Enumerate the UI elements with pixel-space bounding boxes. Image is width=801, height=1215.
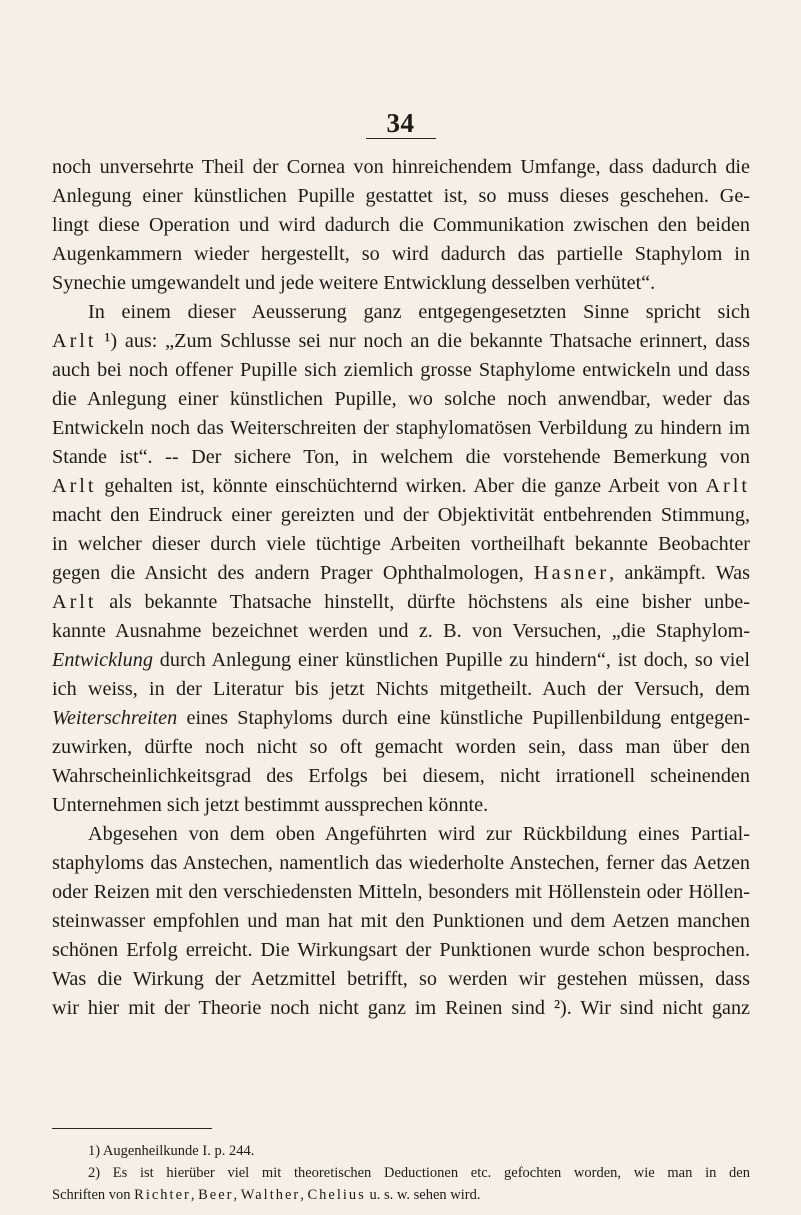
text-line: Arlt als bekannte Thatsache hinstellt, dürfte höchstens als eine bisher unbe-	[52, 591, 750, 613]
text-line: wir hier mit der Theorie noch nicht ganz im Reinen sind ²). Wir sind nicht ganz	[52, 997, 750, 1019]
text-line: Entwickeln noch das Weiterschreiten der staphylomatösen Verbildung zu hindern im	[52, 417, 750, 439]
text-line: Abgesehen von dem oben Angeführten wird zur Rückbildung eines Partial-	[88, 823, 750, 845]
text-line: staphyloms das Anstechen, namentlich das wiederholte Anstechen, ferner das Aetzen	[52, 852, 750, 874]
author-name: Walther	[240, 1187, 301, 1203]
text-line: noch unversehrte Theil der Cornea von hinreichendem Umfange, dass dadurch die	[52, 156, 750, 178]
text-line: gegen die Ansicht des andern Prager Ophthalmologen, Hasner, ankämpft. Was	[52, 562, 750, 584]
text-line: Unternehmen sich jetzt bestimmt aussprechen könnte.	[52, 794, 489, 816]
footnote-rule	[52, 1128, 212, 1129]
text-line: Entwicklung durch Anlegung einer künstlichen Pupille zu hindern“, ist doch, so viel	[52, 649, 750, 671]
text-line: Augenkammern wieder hergestellt, so wird dadurch das partielle Staphylom in	[52, 243, 750, 265]
text-line: oder Reizen mit den verschiedensten Mitteln, besonders mit Höllenstein oder Höllen-	[52, 881, 750, 903]
italic-term: Entwicklung	[52, 649, 153, 671]
text-line: die Anlegung einer künstlichen Pupille, wo solche noch anwendbar, weder das	[52, 388, 750, 410]
footnote: 2) Es ist hierüber viel mit theoretischen Deductionen etc. gefochten worden, wie man in den	[88, 1165, 750, 1181]
page-number-rule	[366, 138, 436, 139]
footnote: Schriften von Richter, Beer, Walther, Chelius u. s. w. sehen wird.	[52, 1187, 481, 1203]
text-line: Wahrscheinlichkeitsgrad des Erfolgs bei diesem, nicht irrationell scheinenden	[52, 765, 750, 787]
footnote: 1) Augenheilkunde I. p. 244.	[88, 1143, 255, 1159]
text-line: Arlt ¹) aus: „Zum Schlusse sei nur noch an die bekannte Thatsache erinnert, dass	[52, 330, 750, 352]
author-name: Arlt	[52, 591, 97, 613]
text-line: Was die Wirkung der Aetzmittel betrifft, so werden wir gestehen müssen, dass	[52, 968, 750, 990]
author-name: Richter	[134, 1187, 191, 1203]
text-line: Arlt gehalten ist, könnte einschüchternd wirken. Aber die ganze Arbeit von Arlt	[52, 475, 750, 497]
text-line: In einem dieser Aeusserung ganz entgegengesetzten Sinne spricht sich	[88, 301, 750, 323]
text-line: lingt diese Operation und wird dadurch die Communikation zwischen den beiden	[52, 214, 750, 236]
text-line: auch bei noch offener Pupille sich ziemlich grosse Staphylome entwickeln und dass	[52, 359, 750, 381]
text-line: schönen Erfolg erreicht. Die Wirkungsart der Punktionen wurde schon besprochen.	[52, 939, 750, 961]
text-line: in welcher dieser durch viele tüchtige Arbeiten vortheilhaft bekannte Beobachter	[52, 533, 750, 555]
text-line: ich weiss, in der Literatur bis jetzt Nichts mitgetheilt. Auch der Versuch, dem	[52, 678, 750, 700]
text-line: Stande ist“. -- Der sichere Ton, in welchem die vorstehende Bemerkung von	[52, 446, 750, 468]
author-name: Arlt	[705, 475, 750, 497]
text-line: steinwasser empfohlen und man hat mit den Punktionen und dem Aetzen manchen	[52, 910, 750, 932]
text-line: Synechie umgewandelt und jede weitere Entwicklung desselben verhütet“.	[52, 272, 656, 294]
author-name: Arlt	[52, 475, 97, 497]
text-line: macht den Eindruck einer gereizten und der Objektivität entbehrenden Stimmung,	[52, 504, 750, 526]
italic-term: Weiterschreiten	[52, 707, 178, 729]
text-line: Anlegung einer künstlichen Pupille gestattet ist, so muss dieses geschehen. Ge-	[52, 185, 750, 207]
author-name: Hasner	[533, 562, 610, 584]
text-line: Weiterschreiten eines Staphyloms durch eine künstliche Pupillenbildung entgegen-	[52, 707, 750, 729]
page-number: 34	[386, 108, 415, 138]
author-name: Beer	[198, 1187, 234, 1203]
text-line: zuwirken, dürfte noch nicht so oft gemacht worden sein, dass man über den	[52, 736, 750, 758]
author-name: Arlt	[52, 330, 97, 352]
text-line: kannte Ausnahme bezeichnet werden und z. B. von Versuchen, „die Staphylom-	[52, 620, 750, 642]
author-name: Chelius	[307, 1187, 366, 1203]
